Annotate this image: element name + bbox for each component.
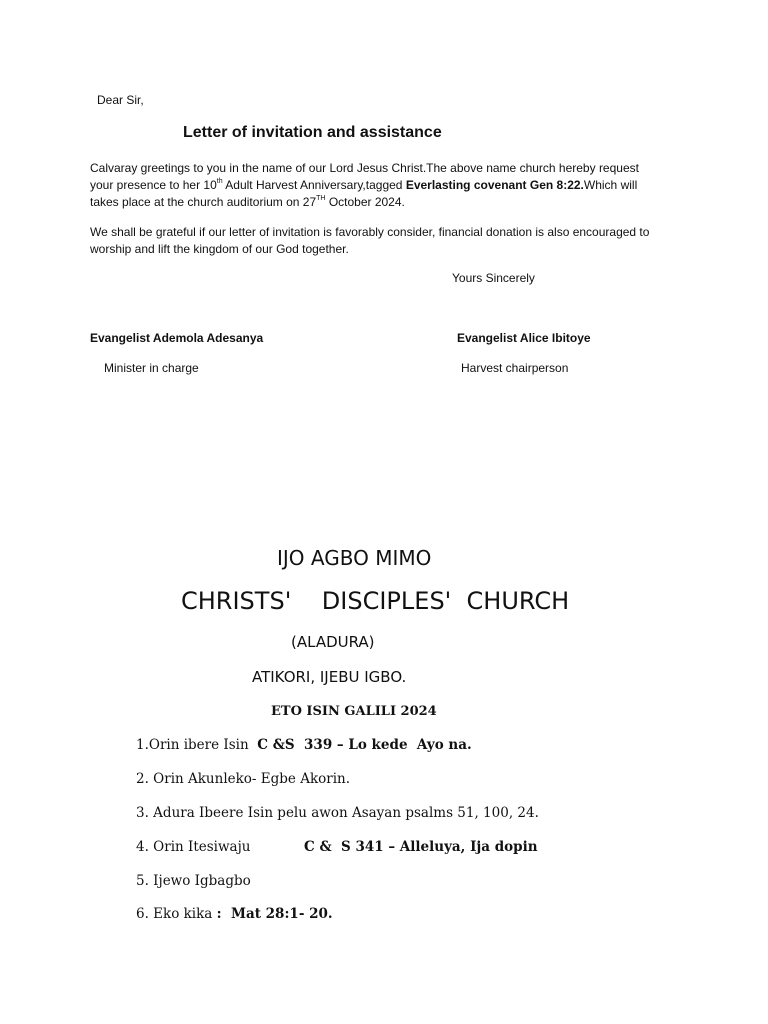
text-span: October 2024.: [325, 195, 405, 209]
church-name: CHRISTS' DISCIPLES' CHURCH: [181, 587, 570, 615]
paragraph-2-line-2: worship and lift the kingdom of our God together.: [90, 242, 349, 256]
text-span: takes place at the church auditorium on 27: [90, 195, 317, 209]
church-denomination: (ALADURA): [291, 633, 375, 651]
item-bold-text: : Mat 28:1- 20.: [216, 906, 333, 922]
text-span: your presence to her 10: [90, 178, 217, 192]
letter-paragraph-2: [90, 224, 690, 258]
paragraph-1-line-2: [90, 177, 690, 194]
program-item-3: 3. Adura Ibeere Isin pelu awon Asayan psalms 51, 100, 24.: [136, 805, 539, 821]
paragraph-1-line-3: [90, 194, 690, 211]
signatory-name-1: Evangelist Ademola Adesanya: [90, 331, 264, 345]
program-item-4: 4. Orin Itesiwaju: [136, 839, 251, 855]
program-item-5: 5. Ijewo Igbagbo: [136, 873, 251, 889]
item-text: 6. Eko kika: [136, 906, 217, 922]
program-title: ETO ISIN GALILI 2024: [271, 704, 437, 719]
signatory-role-2: Harvest chairperson: [461, 361, 569, 375]
church-location: ATIKORI, IJEBU IGBO.: [252, 668, 407, 686]
program-item-1: [136, 737, 472, 753]
letter-paragraph-1: [90, 160, 690, 211]
church-heading-line-1: IJO AGBO MIMO: [277, 546, 432, 570]
paragraph-2-line-1: We shall be grateful if our letter of invitation is favorably consider, financial donation is also encouraged to: [90, 225, 650, 239]
program-item-6: [136, 906, 333, 922]
superscript: th: [216, 178, 223, 185]
signatory-role-1: Minister in charge: [104, 361, 199, 375]
item-text: 1.Orin ibere Isin: [136, 737, 258, 753]
superscript: TH: [316, 195, 326, 202]
signatory-name-2: Evangelist Alice Ibitoye: [457, 331, 591, 345]
text-span: Which will: [583, 178, 638, 192]
text-span: Adult Harvest Anniversary,tagged: [222, 178, 406, 192]
item-bold-text: C &S 339 – Lo kede Ayo na.: [257, 737, 472, 753]
paragraph-1-line-1: Calvaray greetings to you in the name of our Lord Jesus Christ.The above name church hereby request: [90, 161, 639, 175]
bold-theme-text: Everlasting covenant Gen 8:22.: [405, 178, 584, 192]
program-item-2: 2. Orin Akunleko- Egbe Akorin.: [136, 771, 351, 787]
letter-closing: Yours Sincerely: [452, 271, 535, 285]
program-item-4-hymn: C & S 341 – Alleluya, Ija dopin: [304, 839, 538, 855]
letter-title: Letter of invitation and assistance: [183, 124, 442, 141]
letter-greeting: Dear Sir,: [97, 93, 144, 107]
